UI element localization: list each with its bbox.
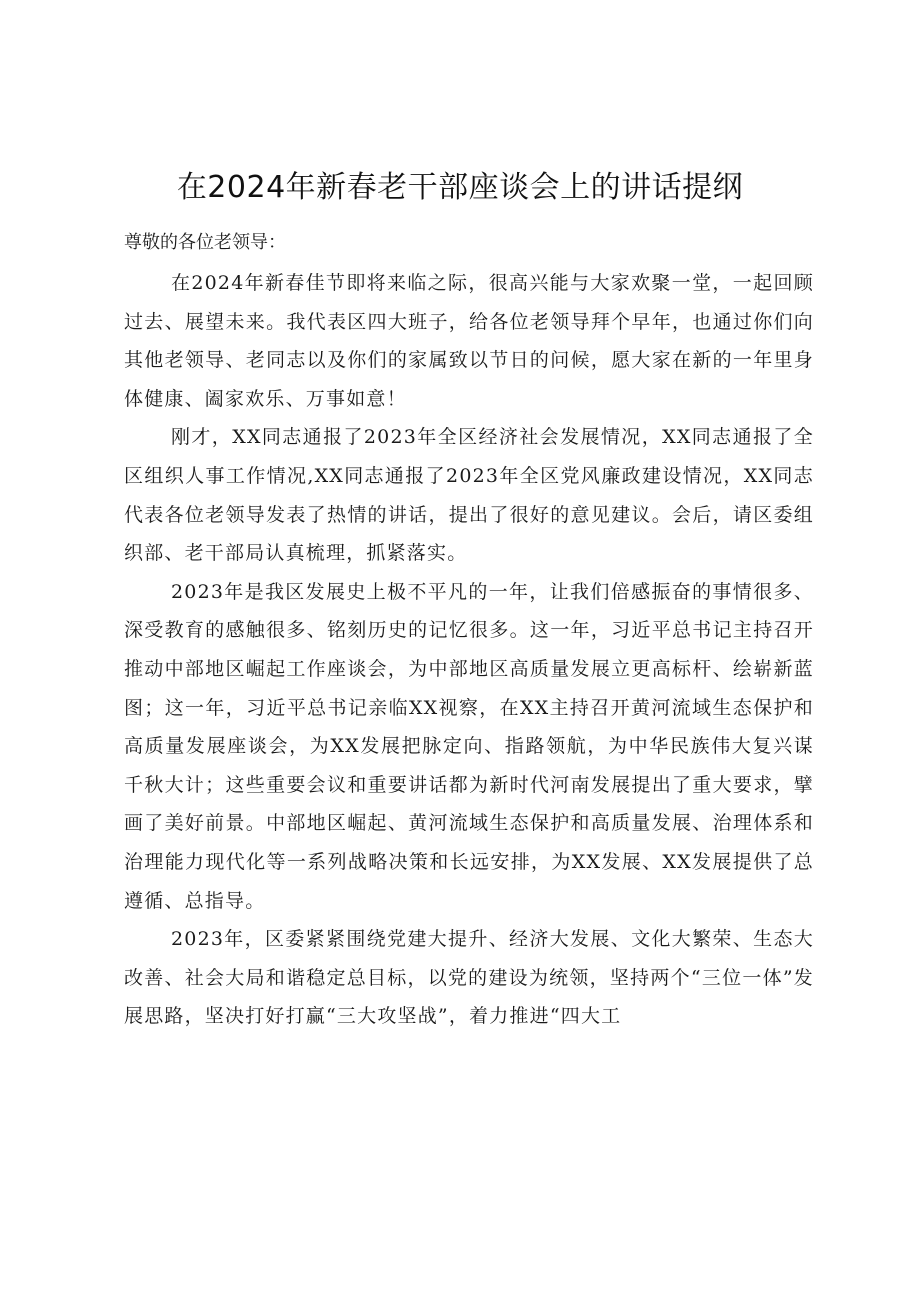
document-body <box>124 224 814 1036</box>
paragraph-2023-work: 2023年，区委紧紧围绕党建大提升、经济大发展、文化大繁荣、生态大改善、社会大局和谐稳定总目标，以党的建设为统领，坚持两个“三位一体”发展思路，坚决打好打赢“三大攻坚战”，着力推进“四大工 <box>124 928 814 1028</box>
salutation: 尊敬的各位老领导： <box>124 232 286 253</box>
paragraph-greeting: 在2024年新春佳节即将来临之际，很高兴能与大家欢聚一堂，一起回顾过去、展望未来。我代表区四大班子，给各位老领导拜个早年，也通过你们向其他老领导、老同志以及你们的家属致以节日的问候，愿大家在新的一年里身体健康、阖家欢乐、万事如意！ <box>124 272 814 410</box>
document-title: 在2024年新春老干部座谈会上的讲话提纲 <box>176 170 744 205</box>
paragraph-reports: 刚才，XX同志通报了2023年全区经济社会发展情况，XX同志通报了全区组织人事工作情况,XX同志通报了2023年全区党风廉政建设情况，XX同志代表各位老领导发表了热情的讲话，提出了很好的意见建议。会后，请区委组织部、老干部局认真梳理，抓紧落实。 <box>124 426 814 565</box>
paragraph-2023-review: 2023年是我区发展史上极不平凡的一年，让我们倍感振奋的事情很多、深受教育的感触很多、铭刻历史的记忆很多。这一年，习近平总书记主持召开推动中部地区崛起工作座谈会，为中部地区高质量发展立更高标杆、绘崭新蓝图；这一年，习近平总书记亲临XX视察，在XX主持召开黄河流域生态保护和高质量发展座谈会，为XX发展把脉定向、指路领航，为中华民族伟大复兴谋千秋大计；这些重要会议和重要讲话都为新时代河南发展提出了重大要求，擘画了美好前景。中部地区崛起、黄河流域生态保护和高质量发展、治理体系和治理能力现代化等一系列战略决策和长远安排，为XX发展、XX发展提供了总遵循、总指导。 <box>124 580 814 912</box>
